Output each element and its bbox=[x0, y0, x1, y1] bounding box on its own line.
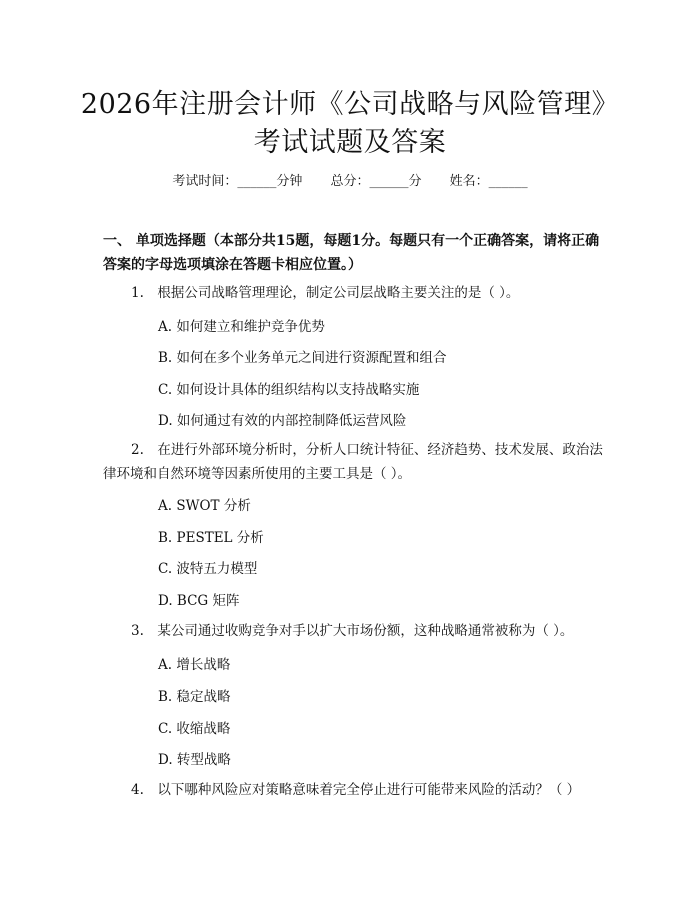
page-subtitle: 考试试题及答案 bbox=[253, 127, 447, 158]
question-2-option-b: B. PESTEL 分析 bbox=[158, 530, 264, 546]
exam-info-line bbox=[0, 170, 700, 189]
question-3-option-c: C. 收缩战略 bbox=[158, 721, 231, 737]
question-3-option-d: D. 转型战略 bbox=[158, 752, 231, 768]
question-1-option-c: C. 如何设计具体的组织结构以支持战略实施 bbox=[158, 382, 420, 398]
question-4: 4. 以下哪种风险应对策略意味着完全停止进行可能带来风险的活动？（ ） bbox=[131, 782, 581, 798]
question-3: 3. 某公司通过收购竞争对手以扩大市场份额，这种战略通常被称为（ ）。 bbox=[131, 623, 574, 639]
question-2-option-c: C. 波特五力模型 bbox=[158, 561, 258, 577]
page-title: 2026年注册会计师《公司战略与风险管理》 bbox=[80, 89, 620, 120]
question-1-option-a: A. 如何建立和维护竞争优势 bbox=[158, 319, 325, 335]
question-1-option-b: B. 如何在多个业务单元之间进行资源配置和组合 bbox=[158, 350, 447, 366]
exam-time-field: 考试时间：______分钟 bbox=[172, 174, 303, 189]
total-score-field: 总分：______分 bbox=[330, 174, 422, 189]
name-field: 姓名：______ bbox=[449, 174, 528, 189]
question-1: 1. 根据公司战略管理理论，制定公司层战略主要关注的是（ ）。 bbox=[131, 285, 520, 301]
question-3-option-b: B. 稳定战略 bbox=[158, 689, 231, 705]
question-2-option-a: A. SWOT 分析 bbox=[158, 498, 251, 514]
question-2-option-d: D. BCG 矩阵 bbox=[158, 593, 240, 609]
section-heading: 一、 单项选择题（本部分共15题，每题1分。每题只有一个正确答案，请将正确答案的字母选项填涂在答题卡相应位置。） bbox=[103, 233, 600, 273]
question-1-option-d: D. 如何通过有效的内部控制降低运营风险 bbox=[158, 413, 407, 429]
question-2: 2. 在进行外部环境分析时，分析人口统计特征、经济趋势、技术发展、政治法律环境和自然环境等因素所使用的主要工具是（ ）。 bbox=[103, 442, 603, 482]
question-3-option-a: A. 增长战略 bbox=[158, 657, 231, 673]
